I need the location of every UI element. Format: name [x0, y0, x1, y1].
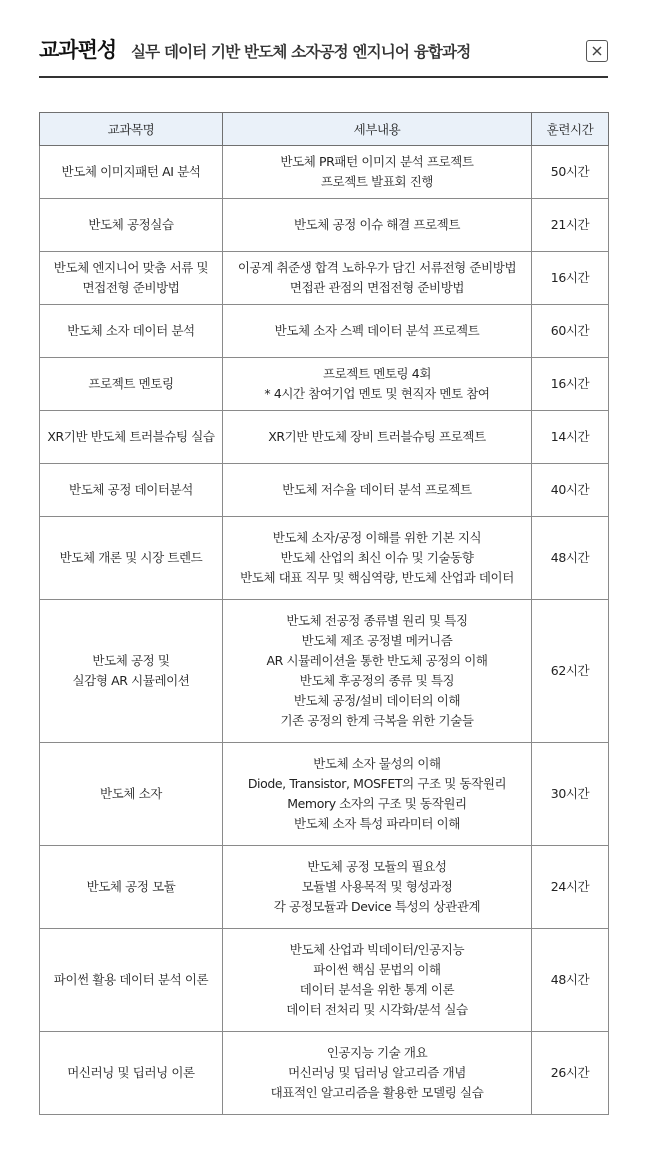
- subject-line: 반도체 공정 모듈: [86, 879, 176, 894]
- subject-line: 반도체 소자: [100, 786, 162, 801]
- detail-line: 반도체 소자 물성의 이해: [313, 756, 441, 771]
- hours-cell: 48시간: [532, 517, 609, 600]
- subject-line: 파이썬 활용 데이터 분석 이론: [53, 972, 209, 987]
- detail-line: 프로젝트 멘토링 4회: [322, 366, 432, 381]
- detail-line: Diode, Transistor, MOSFET의 구조 및 동작원리: [247, 776, 507, 791]
- detail-line: 각 공정모듈과 Device 특성의 상관관계: [273, 899, 481, 914]
- details-cell: [223, 411, 532, 464]
- detail-line: 반도체 산업의 최신 이슈 및 기술동향: [280, 550, 474, 565]
- detail-line: 반도체 후공정의 종류 및 특징: [299, 673, 455, 688]
- details-cell: [223, 358, 532, 411]
- hours-cell: 62시간: [532, 600, 609, 743]
- details-cell: [223, 517, 532, 600]
- subject-line: 반도체 엔지니어 맞춤 서류 및: [53, 260, 209, 275]
- hours-cell: 30시간: [532, 743, 609, 846]
- table-row: [40, 929, 609, 1032]
- subject-cell: [40, 305, 223, 358]
- detail-line: 인공지능 기술 개요: [326, 1045, 428, 1060]
- column-header-subject: 교과목명: [40, 113, 223, 146]
- subject-cell: [40, 464, 223, 517]
- detail-line: 반도체 소자 스펙 데이터 분석 프로젝트: [274, 323, 480, 338]
- detail-line: Memory 소자의 구조 및 동작원리: [287, 796, 467, 811]
- subject-line: 실감형 AR 시뮬레이션: [72, 673, 190, 688]
- detail-line: 이공계 취준생 합격 노하우가 담긴 서류전형 준비방법: [237, 260, 517, 275]
- subject-cell: [40, 846, 223, 929]
- hours-cell: 14시간: [532, 411, 609, 464]
- modal-header: [39, 36, 608, 78]
- detail-line: 반도체 PR패턴 이미지 분석 프로젝트: [280, 154, 474, 169]
- subject-cell: [40, 517, 223, 600]
- detail-line: 파이썬 핵심 문법의 이해: [313, 962, 441, 977]
- table-row: [40, 305, 609, 358]
- detail-line: 반도체 산업과 빅데이터/인공지능: [289, 942, 465, 957]
- hours-cell: 26시간: [532, 1032, 609, 1115]
- subject-line: 반도체 개론 및 시장 트렌드: [59, 550, 203, 565]
- hours-cell: 48시간: [532, 929, 609, 1032]
- column-header-details: 세부내용: [223, 113, 532, 146]
- hours-cell: 21시간: [532, 199, 609, 252]
- detail-line: 반도체 소자/공정 이해를 위한 기본 지식: [272, 530, 482, 545]
- details-cell: [223, 305, 532, 358]
- detail-line: 반도체 소자 특성 파라미터 이해: [293, 816, 461, 831]
- table-row: [40, 358, 609, 411]
- detail-line: 프로젝트 발표회 진행: [320, 174, 434, 189]
- subject-line: 면접전형 준비방법: [82, 280, 180, 295]
- table-row: [40, 252, 609, 305]
- detail-line: * 4시간 참여기업 멘토 및 현직자 멘토 참여: [264, 386, 490, 401]
- detail-line: 반도체 공정/설비 데이터의 이해: [293, 693, 461, 708]
- subject-cell: [40, 1032, 223, 1115]
- detail-line: 대표적인 알고리즘을 활용한 모델링 실습: [270, 1085, 484, 1100]
- subject-cell: [40, 929, 223, 1032]
- detail-line: 반도체 전공정 종류별 원리 및 특징: [286, 613, 468, 628]
- table-row: [40, 199, 609, 252]
- detail-line: AR 시뮬레이션을 통한 반도체 공정의 이해: [266, 653, 488, 668]
- course-name: 실무 데이터 기반 반도체 소자공정 엔지니어 융합과정: [131, 43, 471, 61]
- details-cell: [223, 743, 532, 846]
- subject-cell: [40, 743, 223, 846]
- subject-line: 반도체 공정실습: [88, 217, 174, 232]
- detail-line: 모듈별 사용목적 및 형성과정: [301, 879, 453, 894]
- subject-cell: [40, 600, 223, 743]
- details-cell: [223, 464, 532, 517]
- curriculum-table: [39, 112, 609, 1115]
- subject-line: 반도체 이미지패턴 AI 분석: [61, 164, 201, 179]
- subject-line: 반도체 소자 데이터 분석: [67, 323, 195, 338]
- subject-cell: [40, 199, 223, 252]
- table-row: [40, 743, 609, 846]
- detail-line: 반도체 공정 모듈의 필요성: [307, 859, 447, 874]
- detail-line: 반도체 공정 이슈 해결 프로젝트: [293, 217, 461, 232]
- detail-line: 데이터 전처리 및 시각화/분석 실습: [286, 1002, 468, 1017]
- detail-line: 반도체 저수율 데이터 분석 프로젝트: [282, 482, 472, 497]
- table-row: [40, 846, 609, 929]
- hours-cell: 60시간: [532, 305, 609, 358]
- details-cell: [223, 199, 532, 252]
- table-row: [40, 1032, 609, 1115]
- subject-line: 머신러닝 및 딥러닝 이론: [67, 1065, 195, 1080]
- table-body: [40, 146, 609, 1115]
- table-row: [40, 600, 609, 743]
- table-row: [40, 517, 609, 600]
- hours-cell: 16시간: [532, 358, 609, 411]
- subject-line: 프로젝트 멘토링: [88, 376, 174, 391]
- table-header-row: [40, 113, 609, 146]
- table-row: [40, 146, 609, 199]
- details-cell: [223, 1032, 532, 1115]
- close-button[interactable]: [586, 40, 608, 62]
- hours-cell: 50시간: [532, 146, 609, 199]
- hours-cell: 24시간: [532, 846, 609, 929]
- subject-line: 반도체 공정 데이터분석: [69, 482, 193, 497]
- column-header-hours: 훈련시간: [532, 113, 609, 146]
- table-row: [40, 411, 609, 464]
- details-cell: [223, 252, 532, 305]
- hours-cell: 40시간: [532, 464, 609, 517]
- subject-line: XR기반 반도체 트러블슈팅 실습: [47, 429, 215, 444]
- detail-line: 데이터 분석을 위한 통계 이론: [299, 982, 455, 997]
- subject-cell: [40, 358, 223, 411]
- detail-line: 반도체 제조 공정별 메커니즘: [301, 633, 453, 648]
- detail-line: 면접관 관점의 면접전형 준비방법: [289, 280, 465, 295]
- subject-cell: [40, 252, 223, 305]
- details-cell: [223, 146, 532, 199]
- detail-line: 머신러닝 및 딥러닝 알고리즘 개념: [288, 1065, 466, 1080]
- close-icon: [592, 46, 602, 56]
- hours-cell: 16시간: [532, 252, 609, 305]
- detail-line: 반도체 대표 직무 및 핵심역량, 반도체 산업과 데이터: [240, 570, 514, 585]
- details-cell: [223, 600, 532, 743]
- subject-cell: [40, 411, 223, 464]
- detail-line: XR기반 반도체 장비 트러블슈팅 프로젝트: [268, 429, 486, 444]
- subject-line: 반도체 공정 및: [92, 653, 170, 668]
- details-cell: [223, 846, 532, 929]
- details-cell: [223, 929, 532, 1032]
- detail-line: 기존 공정의 한계 극복을 위한 기술들: [280, 713, 474, 728]
- modal-title: 교과편성: [39, 38, 117, 62]
- subject-cell: [40, 146, 223, 199]
- table-row: [40, 464, 609, 517]
